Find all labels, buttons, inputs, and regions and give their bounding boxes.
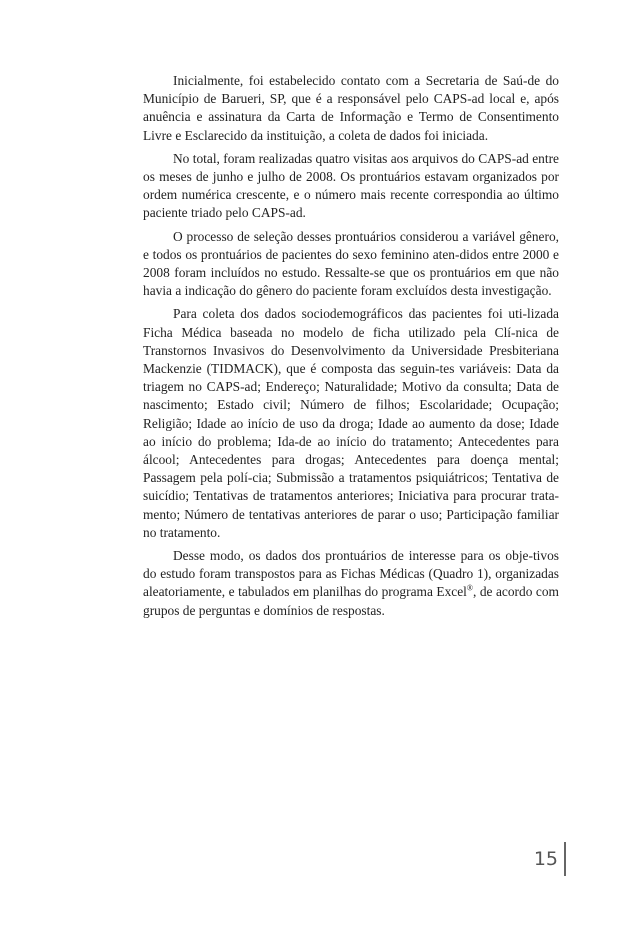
paragraph-text-end: , de acordo com grupos de perguntas e domínios de respostas.: [143, 584, 559, 618]
paragraph-last: [143, 547, 559, 620]
body-text: [143, 72, 559, 625]
paragraph: O processo de seleção desses prontuários considerou a variável gênero, e todos os prontuários de pacientes do sexo feminino aten-didos entre 2000 e 2008 foram incluídos no estudo. Ressalte-se que os prontuários em que não havia a indicação do gênero do paciente foram excluídos desta investigação.: [143, 228, 559, 299]
paragraph: No total, foram realizadas quatro visitas aos arquivos do CAPS-ad entre os meses de junho e julho de 2008. Os prontuários estavam organizados por ordem numérica crescente, e o número mais recente correspondia ao último paciente triado pelo CAPS-ad.: [143, 150, 559, 221]
paragraph: Para coleta dos dados sociodemográficos das pacientes foi uti-lizada Ficha Médica baseada no modelo de ficha utilizado pela Clí-nica de Transtornos Invasivos do Desenvolvimento da Universidade Presbiteriana Mackenzie (TIDMACK), que é composta das seguin-tes variáveis: Data da triagem no CAPS-ad; Endereço; Naturalidade; Motivo da consulta; Data de nascimento; Estado civil; Número de filhos; Escolaridade; Ocupação; Religião; Idade ao início de uso da droga; Idade ao aumento da dose; Idade ao início do problema; Ida-de ao início do tratamento; Antecedentes para álcool; Antecedentes para drogas; Antecedentes para doença mental; Passagem pela polí-cia; Submissão a tratamentos psiquiátricos; Tentativa de suicídio; Tentativas de tratamentos anteriores; Iniciativa para procurar trata-mento; Número de tentativas anteriores de parar o uso; Participação familiar no tratamento.: [143, 306, 559, 540]
paragraph-text: Desse modo, os dados dos prontuários de interesse para os obje-tivos do estudo foram transpostos para as Fichas Médicas (Quadro 1), organizadas aleatoriamente, e tabulados em planilhas do programa Excel: [143, 548, 559, 600]
page-number: 15: [533, 848, 558, 870]
registered-mark: ®: [466, 584, 473, 594]
page-number-divider: [564, 842, 566, 876]
paragraph: Inicialmente, foi estabelecido contato com a Secretaria de Saú-de do Município de Barueri, SP, que é a responsável pelo CAPS-ad local e, após anuência e assinatura da Carta de Informação e Termo de Consentimento Livre e Esclarecido da instituição, a coleta de dados foi iniciada.: [143, 73, 559, 143]
